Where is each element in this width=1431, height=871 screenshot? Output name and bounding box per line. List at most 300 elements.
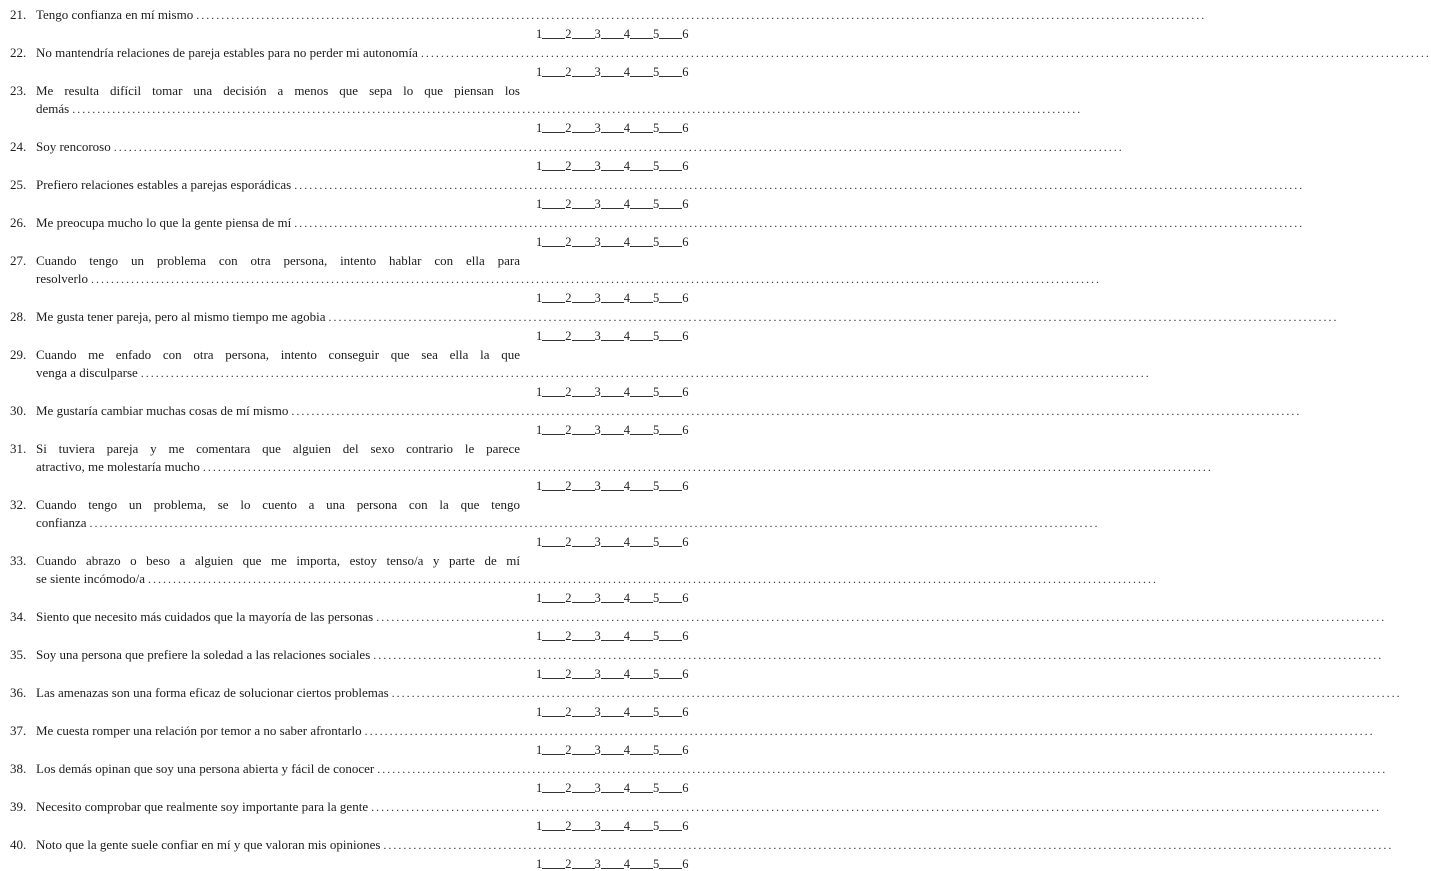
scale-underline: [601, 544, 624, 547]
scale-value: 3: [594, 197, 601, 211]
dotted-leader: [200, 458, 1213, 476]
scale-underline: [542, 828, 565, 831]
scale-value: 4: [623, 819, 630, 833]
scale-value: 5: [653, 27, 660, 41]
question-block: [10, 252, 696, 304]
scale-underline: [630, 432, 653, 435]
question-item: [10, 6, 520, 24]
scale-value: 1: [536, 819, 543, 833]
question-text: Soy rencoroso: [36, 139, 111, 154]
scale-value: 2: [565, 27, 572, 41]
rating-scale: [536, 236, 693, 248]
scale-value: 5: [653, 479, 660, 493]
scale-value: 4: [623, 235, 630, 249]
scale-value: 1: [536, 27, 543, 41]
question-item: [10, 82, 520, 118]
question-number: 25.: [10, 177, 27, 192]
scale-value: 2: [565, 235, 572, 249]
rating-scale: [536, 858, 693, 870]
question-block: [10, 346, 696, 398]
question-number: 30.: [10, 403, 27, 418]
scale-value: 4: [623, 27, 630, 41]
question-block: [10, 138, 696, 172]
scale-underline: [572, 752, 595, 755]
question-body: [36, 608, 520, 626]
scale-value: 4: [623, 385, 630, 399]
scale-value: 1: [536, 197, 543, 211]
scale-underline: [572, 300, 595, 303]
question-text-last-line: [36, 44, 520, 62]
question-text-last-line: [36, 176, 520, 194]
question-body: [36, 176, 520, 194]
dotted-leader: [368, 798, 1381, 816]
scale-underline: [542, 544, 565, 547]
question-body: [36, 684, 520, 702]
scale-value: 4: [623, 65, 630, 79]
scale-underline: [572, 206, 595, 209]
scale-value: 1: [536, 667, 543, 681]
scale-value: 1: [536, 65, 543, 79]
scale-value: 5: [653, 591, 660, 605]
question-text: Me gustaría cambiar muchas cosas de mí mismo: [36, 403, 289, 418]
scale-value: 6: [682, 629, 689, 643]
scale-underline: [572, 338, 595, 341]
scale-underline: [659, 828, 682, 831]
question-item: [10, 138, 520, 156]
question-block: [10, 552, 696, 604]
scale-value: 6: [682, 27, 689, 41]
dotted-leader: [418, 44, 1431, 62]
question-text: Necesito comprobar que realmente soy importante para la gente: [36, 799, 369, 814]
scale-underline: [601, 866, 624, 869]
question-text: Siento que necesito más cuidados que la mayoría de las personas: [36, 609, 374, 624]
rating-scale: [536, 292, 693, 304]
scale-underline: [630, 206, 653, 209]
scale-underline: [601, 244, 624, 247]
scale-value: 1: [536, 535, 543, 549]
scale-underline: [630, 676, 653, 679]
scale-value: 3: [594, 781, 601, 795]
scale-underline: [630, 168, 653, 171]
question-text: Prefiero relaciones estables a parejas esporádicas: [36, 177, 292, 192]
question-text: No mantendría relaciones de pareja estables para no perder mi autonomía: [36, 45, 418, 60]
question-number: 29.: [10, 347, 27, 362]
scale-underline: [572, 244, 595, 247]
dotted-leader: [138, 364, 1151, 382]
dotted-leader: [373, 608, 1386, 626]
scale-value: 6: [682, 121, 689, 135]
scale-underline: [542, 432, 565, 435]
scale-underline: [601, 130, 624, 133]
question-text-line: Me resulta difícil tomar una decisión a menos que sepa lo que piensan los: [36, 83, 520, 98]
scale-value: 6: [682, 329, 689, 343]
scale-underline: [630, 130, 653, 133]
question-number: 24.: [10, 139, 27, 154]
scale-underline: [630, 394, 653, 397]
scale-value: 3: [594, 591, 601, 605]
question-body: [36, 836, 520, 854]
dotted-leader: [326, 308, 1339, 326]
scale-value: 4: [623, 329, 630, 343]
scale-underline: [659, 544, 682, 547]
scale-value: 5: [653, 743, 660, 757]
scale-underline: [572, 676, 595, 679]
scale-value: 3: [594, 423, 601, 437]
scale-value: 5: [653, 819, 660, 833]
scale-underline: [542, 394, 565, 397]
scale-value: 5: [653, 235, 660, 249]
scale-value: 3: [594, 235, 601, 249]
scale-underline: [601, 488, 624, 491]
question-text-line: Si tuviera pareja y me comentara que alguien del sexo contrario le parece: [36, 441, 520, 456]
question-body: [36, 214, 520, 232]
question-number: 31.: [10, 441, 27, 456]
question-item: [10, 552, 520, 588]
scale-value: 5: [653, 329, 660, 343]
question-text-line: Cuando tengo un problema con otra persona, intento hablar con ella para: [36, 253, 520, 268]
scale-value: 4: [623, 857, 630, 871]
dotted-leader: [69, 100, 1082, 118]
question-text: confianza: [36, 515, 87, 530]
dotted-leader: [374, 760, 1387, 778]
scale-underline: [659, 130, 682, 133]
question-block: [10, 646, 696, 680]
question-text-line: Cuando tengo un problema, se lo cuento a una persona con la que tengo: [36, 497, 520, 512]
question-number: 33.: [10, 553, 27, 568]
question-body: [36, 496, 520, 532]
scale-value: 1: [536, 329, 543, 343]
rating-scale: [536, 424, 693, 436]
rating-scale: [536, 198, 693, 210]
scale-value: 1: [536, 857, 543, 871]
scale-value: 4: [623, 535, 630, 549]
scale-underline: [601, 168, 624, 171]
question-block: [10, 722, 696, 756]
scale-underline: [630, 600, 653, 603]
scale-underline: [542, 206, 565, 209]
question-text-last-line: [36, 402, 520, 420]
question-text: Los demás opinan que soy una persona abierta y fácil de conocer: [36, 761, 375, 776]
question-text-last-line: [36, 760, 520, 778]
scale-underline: [601, 752, 624, 755]
question-text: Me preocupa mucho lo que la gente piensa de mí: [36, 215, 292, 230]
scale-value: 4: [623, 159, 630, 173]
scale-underline: [542, 130, 565, 133]
scale-value: 6: [682, 781, 689, 795]
rating-scale: [536, 820, 693, 832]
question-body: [36, 402, 520, 420]
question-text: Noto que la gente suele confiar en mí y que valoran mis opiniones: [36, 837, 381, 852]
scale-underline: [630, 544, 653, 547]
question-item: [10, 798, 520, 816]
scale-value: 4: [623, 423, 630, 437]
scale-value: 2: [565, 819, 572, 833]
scale-value: 4: [623, 743, 630, 757]
scale-value: 5: [653, 781, 660, 795]
dotted-leader: [291, 214, 1304, 232]
rating-scale: [536, 386, 693, 398]
scale-value: 4: [623, 781, 630, 795]
question-item: [10, 722, 520, 740]
scale-value: 6: [682, 591, 689, 605]
scale-value: 5: [653, 629, 660, 643]
scale-underline: [572, 714, 595, 717]
rating-scale: [536, 28, 693, 40]
question-number: 23.: [10, 83, 27, 98]
question-block: [10, 214, 696, 248]
dotted-leader: [193, 6, 1206, 24]
question-text-line: Cuando me enfado con otra persona, intento conseguir que sea ella la que: [36, 347, 520, 362]
scale-underline: [601, 300, 624, 303]
scale-value: 6: [682, 423, 689, 437]
dotted-leader: [291, 176, 1304, 194]
scale-underline: [630, 300, 653, 303]
question-block: [10, 836, 696, 870]
scale-underline: [601, 74, 624, 77]
question-number: 28.: [10, 309, 27, 324]
scale-value: 2: [565, 743, 572, 757]
scale-underline: [542, 300, 565, 303]
question-text: venga a disculparse: [36, 365, 138, 380]
question-block: [10, 402, 696, 436]
question-text: Las amenazas son una forma eficaz de solucionar ciertos problemas: [36, 685, 389, 700]
scale-value: 1: [536, 629, 543, 643]
question-number: 21.: [10, 7, 27, 22]
rating-scale: [536, 630, 693, 642]
question-body: [36, 138, 520, 156]
scale-value: 1: [536, 591, 543, 605]
scale-underline: [542, 676, 565, 679]
scale-value: 2: [565, 291, 572, 305]
question-text: Me gusta tener pareja, pero al mismo tiempo me agobia: [36, 309, 326, 324]
rating-scale: [536, 480, 693, 492]
scale-underline: [572, 790, 595, 793]
question-item: [10, 176, 520, 194]
scale-value: 1: [536, 121, 543, 135]
question-body: [36, 760, 520, 778]
scale-value: 5: [653, 197, 660, 211]
scale-underline: [542, 752, 565, 755]
scale-value: 2: [565, 535, 572, 549]
question-body: [36, 6, 520, 24]
scale-underline: [572, 638, 595, 641]
scale-underline: [659, 300, 682, 303]
scale-value: 1: [536, 743, 543, 757]
scale-value: 4: [623, 705, 630, 719]
scale-value: 2: [565, 197, 572, 211]
scale-underline: [659, 244, 682, 247]
scale-value: 4: [623, 291, 630, 305]
question-body: [36, 308, 520, 326]
scale-underline: [542, 600, 565, 603]
scale-underline: [572, 130, 595, 133]
scale-value: 2: [565, 423, 572, 437]
question-body: [36, 252, 520, 288]
question-number: 32.: [10, 497, 27, 512]
scale-underline: [572, 600, 595, 603]
question-item: [10, 760, 520, 778]
scale-value: 6: [682, 65, 689, 79]
scale-underline: [542, 36, 565, 39]
scale-underline: [630, 488, 653, 491]
question-item: [10, 646, 520, 664]
dotted-leader: [111, 138, 1124, 156]
question-number: 35.: [10, 647, 27, 662]
scale-value: 5: [653, 65, 660, 79]
question-text-last-line: [36, 138, 520, 156]
question-body: [36, 82, 520, 118]
rating-scale: [536, 330, 693, 342]
scale-value: 5: [653, 385, 660, 399]
question-text-last-line: [36, 458, 520, 476]
scale-underline: [630, 74, 653, 77]
scale-value: 6: [682, 705, 689, 719]
rating-scale: [536, 744, 693, 756]
scale-value: 6: [682, 291, 689, 305]
rating-scale: [536, 122, 693, 134]
question-block: [10, 308, 696, 342]
rating-scale: [536, 160, 693, 172]
question-number: 39.: [10, 799, 27, 814]
question-block: [10, 798, 696, 832]
question-text-last-line: [36, 646, 520, 664]
scale-value: 1: [536, 235, 543, 249]
scale-value: 6: [682, 235, 689, 249]
scale-underline: [630, 752, 653, 755]
scale-underline: [630, 244, 653, 247]
question-block: [10, 496, 696, 548]
scale-underline: [542, 168, 565, 171]
question-text: demás: [36, 101, 70, 116]
scale-underline: [542, 790, 565, 793]
scale-value: 1: [536, 291, 543, 305]
question-number: 26.: [10, 215, 27, 230]
scale-underline: [659, 752, 682, 755]
question-text-last-line: [36, 364, 520, 382]
scale-underline: [601, 36, 624, 39]
question-text-last-line: [36, 214, 520, 232]
question-item: [10, 836, 520, 854]
scale-underline: [601, 676, 624, 679]
scale-underline: [572, 488, 595, 491]
question-item: [10, 402, 520, 420]
scale-value: 6: [682, 535, 689, 549]
question-number: 27.: [10, 253, 27, 268]
question-text-last-line: [36, 570, 520, 588]
scale-underline: [601, 206, 624, 209]
question-block: [10, 6, 696, 40]
scale-value: 5: [653, 159, 660, 173]
scale-underline: [659, 432, 682, 435]
scale-value: 3: [594, 479, 601, 493]
question-item: [10, 44, 520, 62]
scale-underline: [659, 206, 682, 209]
scale-underline: [601, 714, 624, 717]
question-text: Me cuesta romper una relación por temor a no saber afrontarlo: [36, 723, 362, 738]
question-body: [36, 722, 520, 740]
question-text-last-line: [36, 100, 520, 118]
question-number: 40.: [10, 837, 27, 852]
dotted-leader: [362, 722, 1375, 740]
question-number: 37.: [10, 723, 27, 738]
scale-value: 5: [653, 535, 660, 549]
question-text: se siente incómodo/a: [36, 571, 146, 586]
scale-value: 4: [623, 629, 630, 643]
question-number: 38.: [10, 761, 27, 776]
question-text-last-line: [36, 6, 520, 24]
scale-value: 6: [682, 667, 689, 681]
scale-underline: [659, 676, 682, 679]
question-block: [10, 440, 696, 492]
scale-value: 2: [565, 385, 572, 399]
question-text-last-line: [36, 722, 520, 740]
scale-underline: [601, 338, 624, 341]
scale-value: 6: [682, 159, 689, 173]
scale-value: 4: [623, 591, 630, 605]
scale-value: 2: [565, 65, 572, 79]
question-block: [10, 44, 696, 78]
scale-underline: [542, 866, 565, 869]
question-item: [10, 308, 520, 326]
question-text-last-line: [36, 308, 520, 326]
question-text-last-line: [36, 608, 520, 626]
question-item: [10, 252, 520, 288]
scale-value: 5: [653, 857, 660, 871]
scale-underline: [601, 638, 624, 641]
question-body: [36, 346, 520, 382]
question-body: [36, 798, 520, 816]
scale-value: 5: [653, 705, 660, 719]
scale-underline: [659, 488, 682, 491]
scale-underline: [601, 828, 624, 831]
scale-underline: [542, 74, 565, 77]
scale-underline: [572, 394, 595, 397]
scale-value: 3: [594, 667, 601, 681]
scale-underline: [572, 74, 595, 77]
scale-value: 3: [594, 819, 601, 833]
scale-value: 6: [682, 819, 689, 833]
question-text-last-line: [36, 836, 520, 854]
scale-underline: [630, 790, 653, 793]
question-item: [10, 608, 520, 626]
scale-value: 4: [623, 197, 630, 211]
scale-value: 3: [594, 743, 601, 757]
scale-underline: [572, 168, 595, 171]
question-body: [36, 44, 520, 62]
scale-underline: [630, 638, 653, 641]
scale-value: 2: [565, 629, 572, 643]
question-item: [10, 496, 520, 532]
scale-value: 1: [536, 385, 543, 399]
scale-underline: [542, 638, 565, 641]
question-item: [10, 346, 520, 382]
scale-value: 3: [594, 535, 601, 549]
question-text: resolverlo: [36, 271, 88, 286]
scale-underline: [601, 394, 624, 397]
scale-underline: [659, 168, 682, 171]
scale-underline: [659, 790, 682, 793]
scale-value: 3: [594, 159, 601, 173]
scale-value: 1: [536, 781, 543, 795]
scale-value: 3: [594, 291, 601, 305]
scale-value: 5: [653, 423, 660, 437]
scale-value: 4: [623, 667, 630, 681]
question-body: [36, 552, 520, 588]
question-item: [10, 214, 520, 232]
scale-underline: [572, 432, 595, 435]
scale-underline: [659, 74, 682, 77]
scale-underline: [601, 432, 624, 435]
